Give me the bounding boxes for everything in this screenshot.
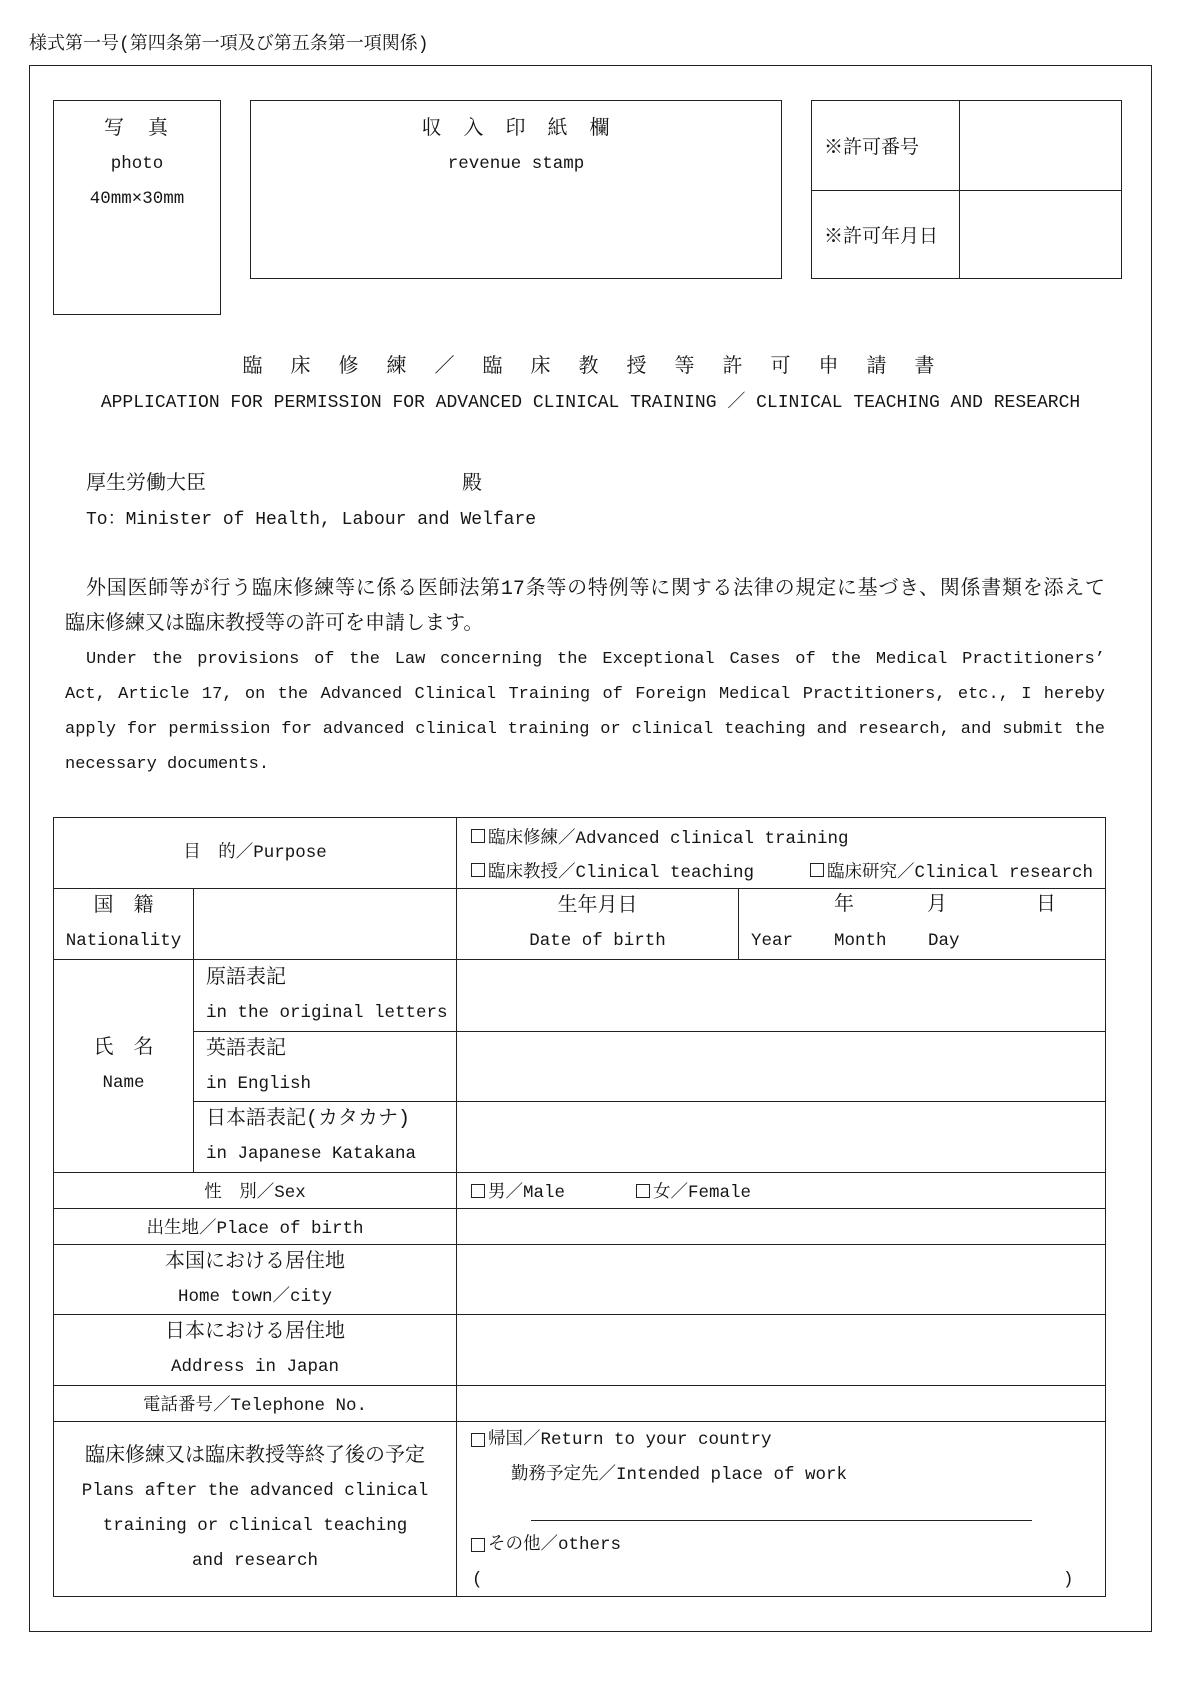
addressee-honorific: 殿	[462, 473, 482, 496]
plans-after-label-en-3: and research	[191, 1551, 319, 1571]
place-of-birth-field[interactable]	[457, 1209, 1106, 1245]
purpose-advanced-clinical-training-checkbox[interactable]	[471, 829, 485, 843]
plans-after-label-en-2: training or clinical teaching	[102, 1516, 408, 1536]
home-town-label-ja: 本国における居住地	[165, 1250, 345, 1274]
purpose-option-advanced-clinical-training[interactable]	[471, 824, 849, 849]
sex-option-female[interactable]	[636, 1178, 751, 1203]
place-of-birth-label: 出生地／Place of birth	[146, 1219, 364, 1239]
address-in-japan-label-en: Address in Japan	[170, 1357, 340, 1377]
name-katakana-label-ja: 日本語表記(カタカナ)	[206, 1108, 411, 1131]
plans-others-label: その他／others	[488, 1535, 622, 1555]
sex-male-label: 男／Male	[488, 1183, 566, 1203]
photo-size: 40mm×30mm	[89, 189, 185, 209]
date-of-birth-label-en: Date of birth	[529, 931, 666, 951]
address-in-japan-label-cell	[54, 1315, 457, 1386]
addressee-ja: 厚生労働大臣	[86, 473, 206, 496]
official-use-box	[811, 100, 1122, 279]
name-label-cell	[54, 960, 194, 1173]
intended-place-of-work-label: 勤務予定先／Intended place of work	[511, 1465, 848, 1485]
purpose-clinical-research-checkbox[interactable]	[810, 863, 824, 877]
photo-box	[53, 100, 221, 315]
statement-en-line-2: Act, Article 17, on the Advanced Clinical Training of Foreign Medical Practitioners, etc., I hereby	[65, 685, 1105, 704]
statement-en-line-3: apply for permission for advanced clinical training or clinical teaching and research, and submit the	[65, 720, 1105, 739]
revenue-stamp-label-ja: 収 入 印 紙 欄	[421, 118, 611, 141]
name-label-ja: 氏 名	[93, 1037, 154, 1060]
others-open-paren: (	[472, 1570, 483, 1590]
others-detail-field[interactable]	[487, 1565, 1057, 1595]
purpose-clinical-teaching-label: 臨床教授／Clinical teaching	[488, 862, 755, 883]
permit-date-field	[960, 191, 1121, 278]
purpose-option-clinical-teaching[interactable]	[471, 858, 754, 883]
name-original-label-en: in the original letters	[206, 1002, 448, 1023]
name-original-label-cell	[194, 960, 457, 1032]
home-town-label-en: Home town／city	[177, 1286, 333, 1307]
home-town-field[interactable]	[457, 1245, 1106, 1315]
plans-option-others[interactable]	[471, 1530, 621, 1560]
plans-others-checkbox[interactable]	[471, 1538, 485, 1552]
plans-after-label-en-1: Plans after the advanced clinical	[81, 1481, 429, 1501]
purpose-label: 目 的／Purpose	[183, 843, 327, 863]
sex-options-cell	[457, 1173, 1106, 1209]
dob-year-label-en: Year	[751, 931, 794, 951]
statement-en-line-4: necessary documents.	[65, 755, 270, 774]
addressee-en: To：Minister of Health, Labour and Welfare	[86, 510, 537, 530]
dob-month-label-en: Month	[834, 931, 887, 951]
title-en: APPLICATION FOR PERMISSION FOR ADVANCED CLINICAL TRAINING ／ CLINICAL TEACHING AND RESEARCH	[100, 393, 1081, 413]
purpose-clinical-teaching-checkbox[interactable]	[471, 863, 485, 877]
intended-place-of-work-field[interactable]	[531, 1520, 1032, 1521]
revenue-stamp-label-en: revenue stamp	[447, 154, 585, 174]
name-label-en: Name	[102, 1073, 145, 1093]
dob-month-label-ja: 月	[927, 894, 947, 917]
sex-option-male[interactable]	[471, 1178, 636, 1203]
sex-female-label: 女／Female	[653, 1183, 752, 1203]
others-close-paren: )	[1063, 1570, 1074, 1590]
name-original-field[interactable]	[457, 960, 1106, 1032]
place-of-birth-label-cell	[54, 1209, 457, 1245]
nationality-label-ja: 国 籍	[93, 895, 154, 918]
plans-return-checkbox[interactable]	[471, 1433, 485, 1447]
date-of-birth-label-ja: 生年月日	[557, 895, 638, 918]
permit-date-label: ※許可年月日	[812, 191, 960, 278]
address-in-japan-label-ja: 日本における居住地	[165, 1321, 345, 1344]
nationality-label-cell	[54, 889, 194, 960]
purpose-label-cell	[54, 818, 457, 889]
revenue-stamp-box	[250, 100, 782, 279]
sex-label-cell	[54, 1173, 457, 1209]
name-english-label-ja: 英語表記	[206, 1037, 286, 1061]
date-of-birth-label-cell	[457, 889, 739, 960]
purpose-options-row-1	[471, 819, 1093, 853]
name-english-label-en: in English	[206, 1073, 312, 1094]
photo-label-en: photo	[110, 154, 164, 174]
sex-male-checkbox[interactable]	[471, 1184, 485, 1198]
title-ja: 臨 床 修 練 ／ 臨 床 教 授 等 許 可 申 請 書	[242, 356, 939, 379]
plans-after-label-ja: 臨床修練又は臨床教授等終了後の予定	[85, 1445, 425, 1468]
form-number: 様式第一号(第四条第一項及び第五条第一項関係)	[29, 35, 429, 55]
telephone-label-cell	[54, 1386, 457, 1422]
purpose-options-cell	[457, 818, 1106, 889]
date-of-birth-field[interactable]	[739, 889, 1106, 960]
dob-day-label-ja: 日	[1036, 894, 1056, 917]
plans-after-options-cell	[457, 1422, 1106, 1597]
address-in-japan-field[interactable]	[457, 1315, 1106, 1386]
purpose-option-clinical-research[interactable]	[810, 858, 1093, 883]
purpose-options-row-2	[471, 853, 1093, 887]
sex-female-checkbox[interactable]	[636, 1184, 650, 1198]
purpose-advanced-clinical-training-label: 臨床修練／Advanced clinical training	[488, 828, 849, 849]
application-table	[53, 817, 1106, 1597]
name-katakana-label-en: in Japanese Katakana	[206, 1144, 417, 1164]
dob-day-label-en: Day	[928, 931, 960, 951]
plans-option-return[interactable]	[471, 1425, 772, 1455]
telephone-label: 電話番号／Telephone No.	[142, 1396, 368, 1416]
sex-label: 性 別／Sex	[204, 1183, 306, 1203]
nationality-field[interactable]	[194, 889, 457, 960]
photo-label-ja: 写 真	[104, 118, 170, 141]
plans-after-label-cell	[54, 1422, 457, 1597]
name-original-label-ja: 原語表記	[206, 966, 286, 990]
home-town-label-cell	[54, 1245, 457, 1315]
name-english-label-cell	[194, 1032, 457, 1102]
name-katakana-field[interactable]	[457, 1102, 1106, 1173]
permit-number-field	[960, 101, 1121, 191]
telephone-field[interactable]	[457, 1386, 1106, 1422]
permit-number-label: ※許可番号	[812, 101, 960, 191]
statement-ja-line-1: 外国医師等が行う臨床修練等に係る医師法第17条等の特例等に関する法律の規定に基づき、関係書類を添えて	[86, 578, 1105, 601]
plans-return-label: 帰国／Return to your country	[488, 1430, 772, 1450]
purpose-clinical-research-label: 臨床研究／Clinical research	[826, 862, 1093, 883]
name-katakana-label-cell	[194, 1102, 457, 1173]
dob-year-label-ja: 年	[834, 894, 854, 917]
statement-en-line-1: Under the provisions of the Law concerning the Exceptional Cases of the Medical Practitioners’	[86, 650, 1105, 669]
statement-ja-line-2: 臨床修練又は臨床教授等の許可を申請します。	[65, 613, 484, 636]
name-english-field[interactable]	[457, 1032, 1106, 1102]
nationality-label-en: Nationality	[65, 931, 182, 951]
